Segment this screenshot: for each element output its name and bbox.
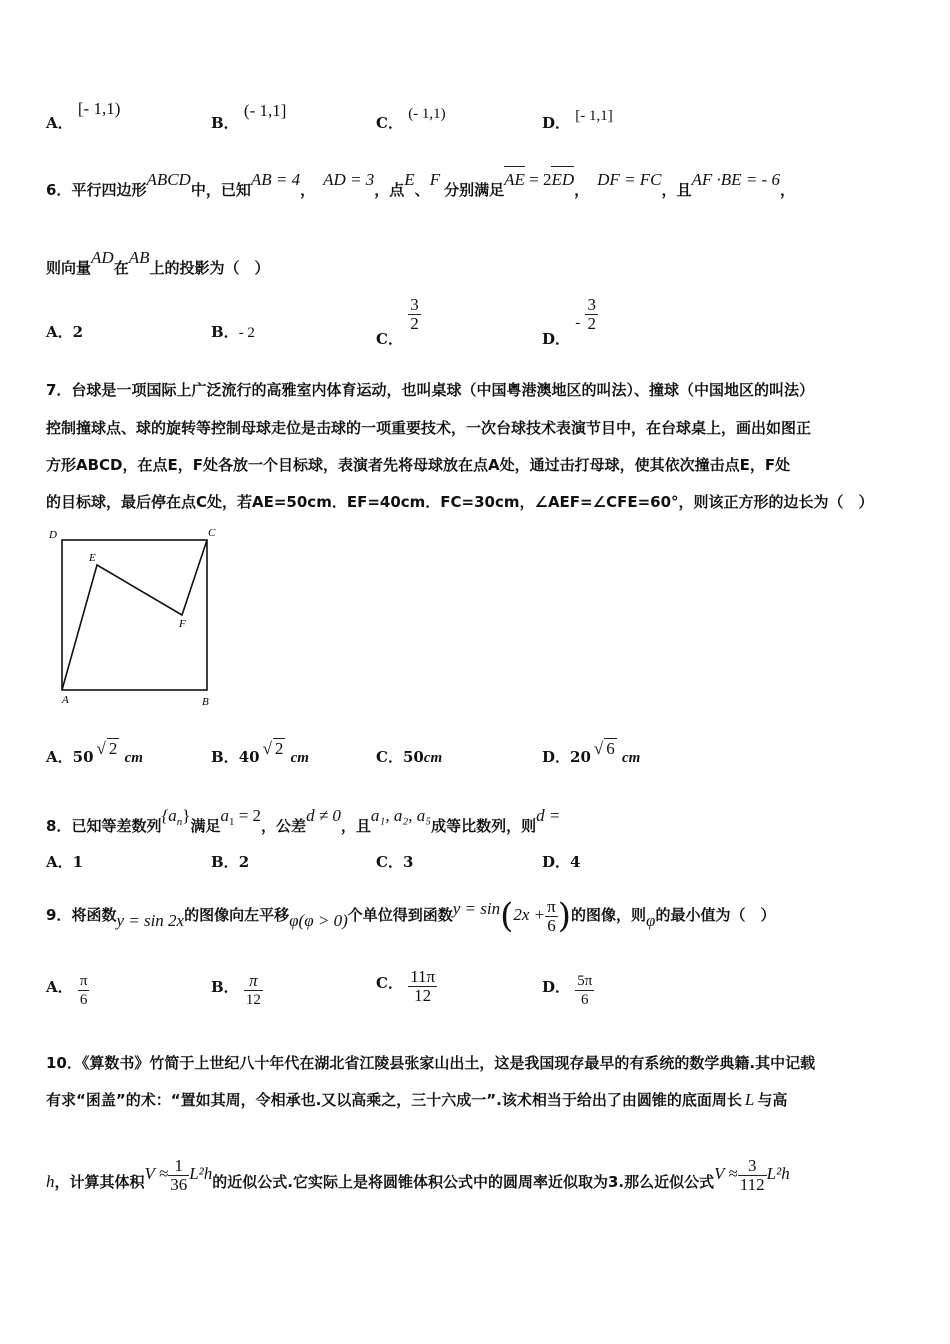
left-paren: ( xyxy=(500,896,514,936)
option-math: [- 1,1] xyxy=(575,108,613,124)
label-c: C xyxy=(208,527,216,539)
option-letter: D． xyxy=(542,329,571,348)
q7-option-c[interactable] xyxy=(376,746,442,767)
q5-option-c[interactable] xyxy=(376,106,446,133)
option-coef: 40 xyxy=(238,748,260,766)
q6-option-b[interactable] xyxy=(211,321,255,342)
fraction xyxy=(408,296,421,333)
text: 平行四边形 xyxy=(71,181,147,199)
math: h xyxy=(46,1172,55,1191)
option-letter: D． xyxy=(542,114,571,132)
option-letter: B． xyxy=(211,977,239,996)
path-a-e-f-c xyxy=(62,540,207,690)
fraction xyxy=(585,296,598,333)
option-value: 3 xyxy=(402,853,414,871)
numerator: π xyxy=(547,896,556,916)
option-coef: 20 xyxy=(570,748,591,766)
option-value: 4 xyxy=(570,853,581,871)
right-paren: ) xyxy=(557,896,572,936)
unit: cm xyxy=(423,750,443,766)
label-e: E xyxy=(89,552,96,564)
text: 中，已知 xyxy=(190,181,251,199)
math: DF = FC xyxy=(597,170,662,189)
option-value: 2 xyxy=(238,853,250,871)
q8-option-a[interactable] xyxy=(46,851,83,872)
option-letter: D． xyxy=(542,977,571,996)
text: 的图像向左平移 xyxy=(184,906,290,924)
text: ，且 xyxy=(661,181,692,199)
unit: cm xyxy=(124,750,143,766)
option-math: [- 1,1) xyxy=(77,99,121,118)
option-letter: A． xyxy=(46,114,73,132)
math-sub: n xyxy=(176,816,183,828)
denominator: 2 xyxy=(410,314,419,333)
q7-stem-line2: 控制撞球点、球的旋转等控制母球走位是击球的一项重要技术，一次台球技术表演节目中，在台球桌上，画出如图正 xyxy=(46,419,812,437)
fraction xyxy=(78,972,90,1009)
q6-stem-line2 xyxy=(46,248,270,278)
label-f: F xyxy=(179,618,186,630)
option-value: 2 xyxy=(72,323,84,341)
unit: cm xyxy=(290,750,309,766)
numerator: 5π xyxy=(577,973,593,989)
numerator: π xyxy=(79,973,88,989)
label-a: A xyxy=(62,694,69,706)
math: AD = 3 xyxy=(323,170,375,189)
q9-stem xyxy=(46,895,775,935)
option-math: (- 1,1) xyxy=(408,106,446,122)
q8-option-c[interactable] xyxy=(376,851,413,872)
numerator: 3 xyxy=(587,295,596,314)
option-value: 1 xyxy=(72,853,84,871)
q10-stem-line1: 10．《算数书》竹简于上世纪八十年代在湖北省江陵县张家山出土，这是我国现存最早的有系统的数学典籍.其中记载 xyxy=(46,1054,816,1072)
math: y = sin xyxy=(452,899,501,918)
option-letter: A． xyxy=(46,748,73,766)
fraction xyxy=(738,1157,767,1194)
text: 有求“囷盖”的术：“置如其周，令相承也.又以高乘之，三十六成一”.该术相当于给出了由圆锥的底面周长 xyxy=(46,1091,742,1109)
math: a xyxy=(220,806,229,825)
q9-option-d[interactable] xyxy=(542,972,594,1009)
math: L xyxy=(744,1090,755,1109)
q7-stem-line4: 的目标球，最后停在点C处，若AE=50cm．EF=40cm．FC=30cm，∠AEF=∠CFE=60°，则该正方形的边长为（ ） xyxy=(46,493,874,511)
text: 个单位得到函数 xyxy=(347,906,453,924)
q5-option-d[interactable] xyxy=(542,108,613,133)
text: 将函数 xyxy=(71,906,117,924)
math: L²h xyxy=(189,1164,213,1183)
math: L²h xyxy=(766,1164,790,1183)
radicand: 2 xyxy=(108,739,118,758)
option-letter: C． xyxy=(376,114,403,132)
fraction xyxy=(545,898,558,935)
text: 则向量 xyxy=(46,259,92,277)
denominator: 12 xyxy=(414,986,432,1005)
text: 成等比数列，则 xyxy=(431,817,537,835)
math: φ xyxy=(646,911,656,930)
math: AF ·BE = - 6 xyxy=(691,170,780,189)
numerator: 1 xyxy=(168,1157,189,1176)
math: = 2 xyxy=(234,806,262,825)
text: 的图像，则 xyxy=(571,906,647,924)
numerator: 3 xyxy=(738,1157,767,1176)
radicand: 6 xyxy=(606,739,615,758)
option-letter: A． xyxy=(46,323,73,341)
math: AB xyxy=(128,248,150,267)
math: } xyxy=(182,806,191,825)
text: 的近似公式.它实际上是将圆锥体积公式中的圆周率近似取为3.那么近似公式 xyxy=(212,1173,715,1191)
q7-option-a[interactable]: A．50 √ 2 cm xyxy=(46,739,143,766)
option-letter: A． xyxy=(46,977,73,996)
numerator: 3 xyxy=(410,295,419,314)
question-number: 6． xyxy=(46,181,72,199)
math: a₁, a₂, a₅ xyxy=(370,806,432,825)
q9-option-b[interactable] xyxy=(211,972,263,1009)
option-letter: B． xyxy=(211,748,239,766)
text: ，且 xyxy=(340,817,371,835)
text: ，计算其体积 xyxy=(54,1173,145,1191)
unit: cm xyxy=(621,750,641,766)
option-letter: B． xyxy=(211,323,239,341)
q9-option-c[interactable] xyxy=(376,968,437,1005)
math: = 2 xyxy=(524,170,552,189)
math: AD xyxy=(91,248,114,267)
fraction xyxy=(575,972,594,1009)
option-letter: B． xyxy=(211,114,239,132)
denominator: 112 xyxy=(739,1174,765,1194)
denominator: 12 xyxy=(245,992,261,1008)
math: y = sin 2x xyxy=(116,911,185,930)
text: 的最小值为（ ） xyxy=(655,906,776,924)
math: V ≈ xyxy=(714,1164,738,1183)
label-d: D xyxy=(49,529,57,541)
q8-option-b[interactable] xyxy=(211,851,249,872)
q10-stem-line2 xyxy=(46,1090,787,1110)
q5-option-b[interactable] xyxy=(211,101,287,133)
question-number: 8． xyxy=(46,817,72,835)
text: 满足 xyxy=(190,817,221,835)
q6-option-c[interactable] xyxy=(376,295,421,348)
vector-math: AE xyxy=(504,170,525,189)
fraction xyxy=(168,1157,189,1194)
text: 、 xyxy=(414,181,430,199)
q6-option-a[interactable] xyxy=(46,321,83,342)
denominator: 6 xyxy=(79,992,88,1008)
q8-option-d[interactable] xyxy=(542,851,580,872)
option-letter: C． xyxy=(376,973,403,992)
q9-option-a[interactable] xyxy=(46,972,89,1009)
q7-option-d[interactable]: D．20 √ 6 cm xyxy=(542,739,641,766)
option-coef: 50 xyxy=(72,748,94,766)
fraction xyxy=(408,968,437,1005)
math: ABCD xyxy=(146,170,191,189)
q10-stem-line3 xyxy=(46,1152,790,1196)
q6-stem xyxy=(46,170,795,200)
minus-sign: - xyxy=(575,314,581,331)
q7-figure xyxy=(40,525,230,715)
label-b: B xyxy=(202,696,209,708)
math: AB = 4 xyxy=(250,170,301,189)
text: ，公差 xyxy=(261,817,307,835)
option-letter: C． xyxy=(376,853,403,871)
denominator: 6 xyxy=(547,915,556,935)
text: 在 xyxy=(113,259,129,277)
numerator: 11π xyxy=(410,967,436,986)
q7-stem-line1: 7．台球是一项国际上广泛流行的高雅室内体育运动，也叫桌球（中国粤港澳地区的叫法）、撞球（中国地区的叫法） xyxy=(46,381,814,399)
q6-option-d[interactable] xyxy=(542,295,598,348)
vector-math: ED xyxy=(551,170,575,189)
math: {a xyxy=(161,806,177,825)
text: 与高 xyxy=(757,1091,788,1109)
denominator: 2 xyxy=(587,314,596,333)
text: 上的投影为（ ） xyxy=(149,259,270,277)
math: V ≈ xyxy=(144,1164,169,1183)
math-sub: 1 xyxy=(228,816,235,828)
text: ， xyxy=(779,181,795,199)
text: ， xyxy=(574,181,590,199)
option-coef: 50 xyxy=(402,748,424,766)
option-value: - 2 xyxy=(238,325,255,341)
math: d ≠ 0 xyxy=(306,806,341,825)
option-letter: D． xyxy=(542,748,571,766)
option-letter: D． xyxy=(542,853,571,871)
question-number: 9． xyxy=(46,906,72,924)
numerator: π xyxy=(244,972,263,991)
text: 分别满足 xyxy=(444,181,505,199)
denominator: 6 xyxy=(581,992,589,1008)
q5-option-a[interactable] xyxy=(46,99,121,133)
math: d = xyxy=(536,806,561,825)
text: ， xyxy=(300,181,316,199)
q8-stem xyxy=(46,806,560,836)
q7-stem-line3: 方形ABCD，在点E，F处各放一个目标球，表演者先将母球放在点A处，通过击打母球，使其依次撞击点E，F处 xyxy=(46,456,791,474)
q7-option-b[interactable]: B．40 √ 2 cm xyxy=(211,739,309,766)
option-letter: B． xyxy=(211,853,239,871)
option-math: (- 1,1] xyxy=(243,101,287,120)
text: 已知等差数列 xyxy=(71,817,162,835)
denominator: 36 xyxy=(170,1174,188,1194)
math: 2x + xyxy=(513,905,546,924)
radicand: 2 xyxy=(274,739,284,758)
text: ，点 xyxy=(374,181,405,199)
math: φ(φ > 0) xyxy=(289,911,348,930)
option-letter: C． xyxy=(376,329,403,348)
math: F xyxy=(429,170,441,189)
fraction xyxy=(244,972,263,1009)
option-letter: A． xyxy=(46,853,73,871)
math: E xyxy=(404,170,415,189)
option-letter: C． xyxy=(376,748,403,766)
